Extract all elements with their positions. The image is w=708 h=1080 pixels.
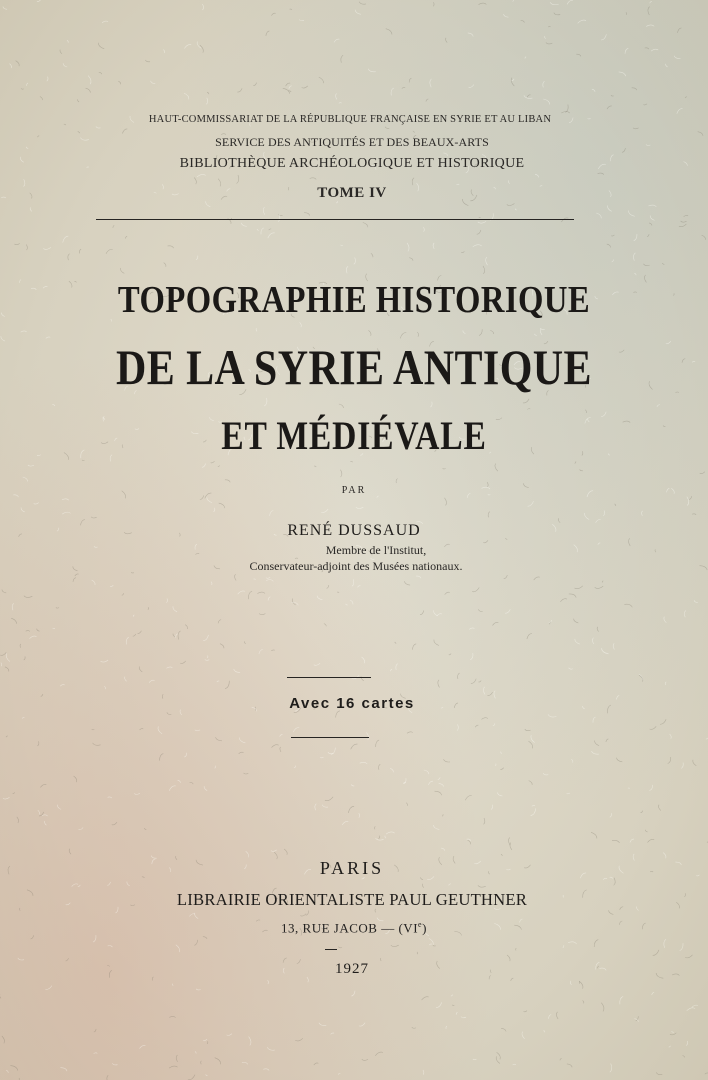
header-series: BIBLIOTHÈQUE ARCHÉOLOGIQUE ET HISTORIQUE	[179, 156, 525, 171]
header-rule	[96, 219, 574, 220]
title-line-3: ET MÉDIÉVALE	[221, 413, 487, 458]
author-affiliation-2: Conservateur-adjoint des Musées nationaux.	[249, 559, 463, 573]
title-line-1: TOPOGRAPHIE HISTORIQUE	[117, 279, 591, 321]
imprint-city: PARIS	[319, 858, 385, 878]
header-service: SERVICE DES ANTIQUITÉS ET DES BEAUX-ARTS	[215, 135, 489, 149]
header-volume: TOME IV	[317, 185, 387, 201]
imprint-address-main: 13, RUE JACOB — (VI	[281, 920, 419, 936]
year-rule	[325, 949, 337, 950]
imprint-address-close: )	[422, 920, 427, 936]
title-line-2: DE LA SYRIE ANTIQUE	[116, 339, 592, 395]
imprint-address-sup: e	[418, 920, 423, 929]
author-name: RENÉ DUSSAUD	[287, 522, 421, 539]
header-commissariat: HAUT-COMMISSARIAT DE LA RÉPUBLIQUE FRANÇAISE EN SYRIE ET AU LIBAN	[148, 114, 552, 125]
maps-rule-bottom	[291, 737, 369, 738]
maps-rule-top	[287, 677, 371, 678]
imprint-year: 1927	[335, 961, 369, 977]
maps-note: Avec 16 cartes	[289, 695, 415, 712]
imprint-address	[0, 920, 708, 936]
author-affiliation-1: Membre de l'Institut,	[325, 543, 427, 557]
imprint-publisher: LIBRAIRIE ORIENTALISTE PAUL GEUTHNER	[176, 890, 528, 909]
byline-par: PAR	[341, 485, 367, 496]
